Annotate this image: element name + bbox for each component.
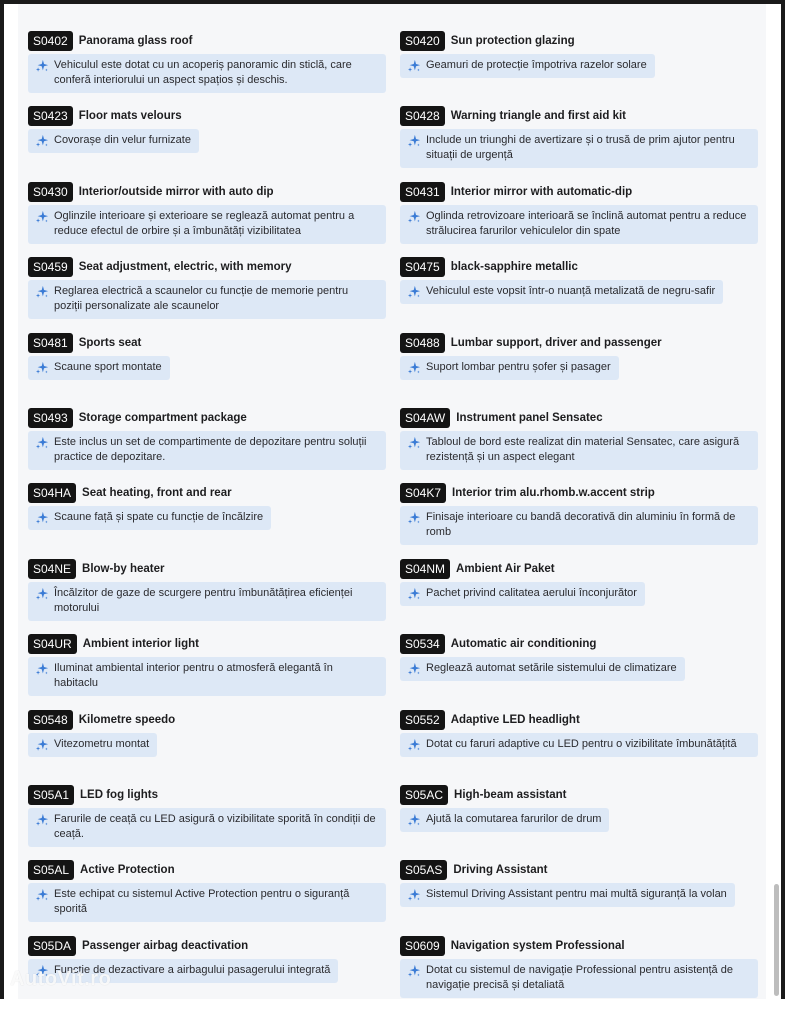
option-item: [400, 182, 758, 257]
option-code-badge: S0430: [28, 182, 73, 202]
option-code-badge: S0552: [400, 710, 445, 730]
option-description: Dotat cu sistemul de navigație Professional pentru asistență de navigație precisă și detaliată: [426, 963, 733, 991]
option-description: Funcție de dezactivare a airbagului pasagerului integrată: [54, 963, 331, 976]
option-description: Covorașe din velur furnizate: [54, 134, 191, 147]
ai-sparkle-icon: [35, 738, 49, 752]
equipment-options-list: [28, 31, 758, 1011]
option-title: black-sapphire metallic: [450, 261, 578, 274]
option-code-badge: S0609: [400, 936, 445, 956]
option-title: Interior trim alu.rhomb.w.accent strip: [452, 487, 655, 500]
option-title: Sports seat: [78, 336, 142, 349]
option-item: [400, 634, 758, 709]
option-header: [400, 182, 758, 202]
ai-sparkle-icon: [407, 964, 421, 978]
option-description: Dotat cu faruri adaptive cu LED pentru o vizibilitate îmbunătățită: [426, 737, 737, 750]
ai-sparkle-icon: [407, 59, 421, 73]
option-header: [28, 31, 386, 51]
option-item: [28, 31, 386, 106]
ai-sparkle-icon: [35, 361, 49, 375]
option-item: [28, 182, 386, 257]
option-description-box: [28, 506, 271, 530]
option-code-badge: S04NM: [400, 559, 450, 579]
option-code-badge: S0493: [28, 408, 73, 428]
option-header: [400, 333, 758, 353]
watermark: AutoVit.ro: [10, 968, 112, 990]
option-header: [28, 182, 386, 202]
option-description: Vehiculul este vopsit într-o nuanță metalizată de negru-safir: [426, 285, 716, 298]
option-title: High-beam assistant: [454, 788, 567, 801]
option-title: Adaptive LED headlight: [450, 713, 580, 726]
option-item: [400, 559, 758, 634]
option-item: [28, 559, 386, 634]
option-title: Seat adjustment, electric, with memory: [78, 261, 292, 274]
option-code-badge: S0475: [400, 257, 445, 277]
option-code-badge: S0428: [400, 106, 445, 126]
option-item: [28, 333, 386, 408]
option-description-box: [28, 205, 386, 244]
ai-sparkle-icon: [35, 888, 49, 902]
option-code-badge: S05AS: [400, 860, 447, 880]
option-code-badge: S04AW: [400, 408, 450, 428]
option-description-box: [28, 733, 157, 757]
option-item: [400, 860, 758, 935]
option-title: Interior mirror with automatic-dip: [450, 185, 633, 198]
option-description: Este echipat cu sistemul Active Protection pentru o siguranță sporită: [54, 888, 350, 916]
option-title: Lumbar support, driver and passenger: [450, 336, 662, 349]
option-description-box: [400, 582, 645, 606]
option-header: [28, 106, 386, 126]
option-item: [400, 257, 758, 332]
option-description-box: [400, 883, 735, 907]
option-description-box: [400, 959, 758, 998]
option-code-badge: S05AC: [400, 785, 448, 805]
option-description: Iluminat ambiental interior pentru o atmosferă elegantă în habitaclu: [54, 662, 333, 690]
option-description-box: [28, 883, 386, 922]
option-header: [28, 559, 386, 579]
option-item: [400, 31, 758, 106]
option-header: [28, 483, 386, 503]
option-description-box: [400, 808, 609, 832]
option-code-badge: S05A1: [28, 785, 74, 805]
option-description: Tabloul de bord este realizat din material Sensatec, care asigură rezistență și un aspect elegant: [426, 435, 740, 463]
option-item: [400, 785, 758, 860]
option-title: Navigation system Professional: [450, 939, 625, 952]
option-header: [28, 634, 386, 654]
option-header: [400, 936, 758, 956]
option-description: Ajută la comutarea farurilor de drum: [426, 812, 602, 825]
option-header: [400, 860, 758, 880]
ai-sparkle-icon: [35, 436, 49, 450]
option-header: [28, 408, 386, 428]
option-title: Blow-by heater: [82, 562, 165, 575]
option-description: Sistemul Driving Assistant pentru mai multă siguranță la volan: [426, 888, 727, 901]
option-title: Instrument panel Sensatec: [456, 411, 603, 424]
option-item: [400, 936, 758, 1011]
option-title: Kilometre speedo: [78, 713, 176, 726]
option-item: [400, 710, 758, 785]
option-header: [400, 257, 758, 277]
option-code-badge: S0423: [28, 106, 73, 126]
option-description: Încălzitor de gaze de scurgere pentru îmbunătățirea eficienței motorului: [54, 586, 353, 614]
option-title: Driving Assistant: [453, 864, 548, 877]
option-header: [400, 106, 758, 126]
ai-sparkle-icon: [407, 813, 421, 827]
option-title: Ambient Air Paket: [456, 562, 555, 575]
option-title: Floor mats velours: [78, 110, 182, 123]
option-description-box: [28, 582, 386, 621]
option-description: Este inclus un set de compartimente de depozitare pentru soluții practice de depozitare.: [54, 435, 367, 463]
option-description: Oglinda retrovizoare interioară se înclină automat pentru a reduce strălucirea farurilor vehiculelor din spate: [426, 209, 747, 237]
option-code-badge: S05AL: [28, 860, 74, 880]
option-header: [28, 710, 386, 730]
option-title: Seat heating, front and rear: [82, 487, 232, 500]
option-header: [400, 31, 758, 51]
option-description: Vitezometru montat: [54, 737, 150, 750]
option-header: [400, 559, 758, 579]
option-title: Interior/outside mirror with auto dip: [78, 185, 274, 198]
option-description: Suport lombar pentru șofer și pasager: [426, 360, 611, 373]
option-header: [28, 785, 386, 805]
option-item: [28, 860, 386, 935]
ai-sparkle-icon: [35, 662, 49, 676]
option-code-badge: S0402: [28, 31, 73, 51]
option-description-box: [28, 54, 386, 93]
option-description: Finisaje interioare cu bandă decorativă din aluminiu în formă de romb: [426, 511, 736, 539]
ai-sparkle-icon: [407, 738, 421, 752]
option-description-box: [400, 356, 619, 380]
ai-sparkle-icon: [407, 587, 421, 601]
option-description: Pachet privind calitatea aerului înconjurător: [426, 586, 637, 599]
option-header: [400, 710, 758, 730]
option-description-box: [400, 657, 685, 681]
ai-sparkle-icon: [35, 813, 49, 827]
option-code-badge: S04HA: [28, 483, 76, 503]
option-title: Ambient interior light: [82, 638, 199, 651]
option-description-box: [28, 657, 386, 696]
option-item: [400, 483, 758, 558]
option-header: [28, 257, 386, 277]
option-description: Vehiculul este dotat cu un acoperiș panoramic din sticlă, care conferă interiorului un aspect spațios și deschis.: [54, 59, 352, 86]
option-title: Panorama glass roof: [78, 35, 193, 47]
option-description-box: [28, 356, 170, 380]
option-description: Oglinzile interioare și exterioare se reglează automat pentru a reduce efectul de orbire și a îmbunătăți vizibilitatea: [54, 209, 355, 237]
option-item: [400, 408, 758, 483]
ai-sparkle-icon: [407, 134, 421, 148]
option-item: [28, 483, 386, 558]
option-title: Storage compartment package: [78, 411, 247, 424]
option-title: Active Protection: [80, 864, 175, 877]
option-description-box: [28, 431, 386, 470]
option-description: Include un triunghi de avertizare și o trusă de prim ajutor pentru situații de urgență: [426, 134, 735, 162]
window-frame-left: [0, 0, 4, 999]
ai-sparkle-icon: [407, 210, 421, 224]
option-header: [400, 785, 758, 805]
ai-sparkle-icon: [35, 285, 49, 299]
option-code-badge: S0534: [400, 634, 445, 654]
option-code-badge: S0431: [400, 182, 445, 202]
ai-sparkle-icon: [407, 361, 421, 375]
option-description-box: [400, 431, 758, 470]
option-code-badge: S0488: [400, 333, 445, 353]
ai-sparkle-icon: [407, 285, 421, 299]
option-title: Passenger airbag deactivation: [82, 939, 249, 952]
option-item: [28, 257, 386, 332]
ai-sparkle-icon: [407, 662, 421, 676]
option-item: [400, 106, 758, 181]
option-code-badge: S0420: [400, 31, 445, 51]
ai-sparkle-icon: [407, 511, 421, 525]
option-header: [28, 860, 386, 880]
option-header: [400, 634, 758, 654]
ai-sparkle-icon: [35, 134, 49, 148]
option-description-box: [28, 129, 199, 153]
option-item: [28, 785, 386, 860]
ai-sparkle-icon: [407, 436, 421, 450]
option-item: [28, 634, 386, 709]
option-description-box: [400, 506, 758, 545]
option-code-badge: S05DA: [28, 936, 76, 956]
option-code-badge: S0548: [28, 710, 73, 730]
option-header: [28, 936, 386, 956]
ai-sparkle-icon: [35, 210, 49, 224]
option-description: Scaune sport montate: [54, 360, 162, 373]
option-title: Warning triangle and first aid kit: [450, 110, 626, 123]
option-description: Farurile de ceață cu LED asigură o vizibilitate sporită în condiții de ceață.: [54, 812, 376, 840]
option-code-badge: S0459: [28, 257, 73, 277]
option-description-box: [400, 129, 758, 168]
option-item: [400, 333, 758, 408]
option-description-box: [28, 808, 386, 847]
option-header: [400, 483, 758, 503]
option-title: Sun protection glazing: [450, 35, 575, 47]
option-item: [28, 408, 386, 483]
option-description-box: [400, 733, 758, 757]
option-title: LED fog lights: [80, 788, 158, 801]
option-code-badge: S0481: [28, 333, 73, 353]
ai-sparkle-icon: [35, 59, 49, 73]
option-header: [28, 333, 386, 353]
option-description: Reglează automat setările sistemului de climatizare: [426, 662, 677, 675]
option-description-box: [400, 280, 723, 304]
option-description-box: [400, 205, 758, 244]
option-code-badge: S04K7: [400, 483, 446, 503]
option-description: Scaune față și spate cu funcție de încălzire: [54, 511, 264, 524]
option-description: Geamuri de protecție împotriva razelor solare: [426, 59, 647, 71]
option-description-box: [400, 54, 655, 78]
option-header: [400, 408, 758, 428]
scrollbar-thumb[interactable]: [774, 884, 779, 996]
window-frame-right: [781, 0, 785, 999]
option-title: Automatic air conditioning: [450, 638, 597, 651]
ai-sparkle-icon: [35, 511, 49, 525]
option-item: [28, 106, 386, 181]
ai-sparkle-icon: [407, 888, 421, 902]
option-code-badge: S04NE: [28, 559, 76, 579]
option-code-badge: S04UR: [28, 634, 77, 654]
option-item: [28, 710, 386, 785]
option-description-box: [28, 280, 386, 319]
ai-sparkle-icon: [35, 587, 49, 601]
option-description: Reglarea electrică a scaunelor cu funcție de memorie pentru poziții personalizate ale scaunelor: [54, 285, 349, 313]
